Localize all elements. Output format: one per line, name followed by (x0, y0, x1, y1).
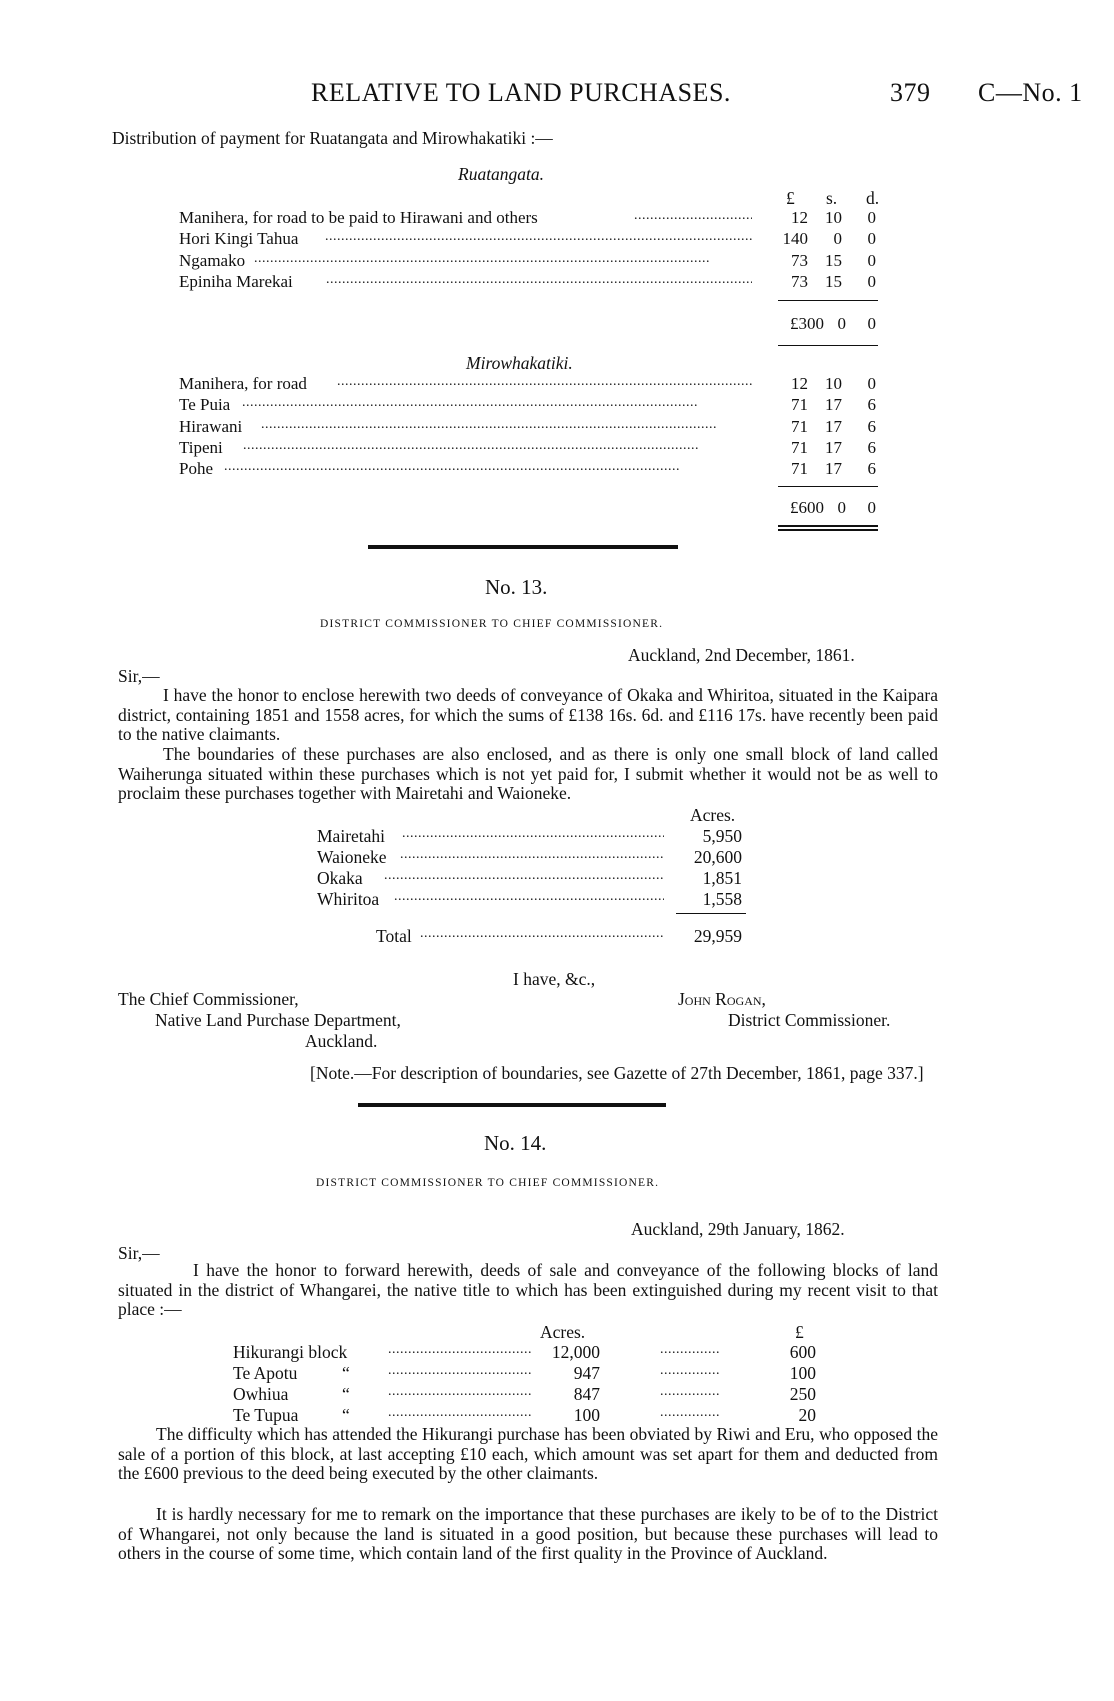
payee-name: Manihera, for road (179, 374, 307, 393)
leader-dots (394, 887, 664, 905)
amount-pounds: 71 (791, 395, 808, 414)
block-name: Te Tupua (233, 1405, 299, 1425)
letter-14-subtitle: DISTRICT COMMISSIONER TO CHIEF COMMISSIONER. (316, 1177, 660, 1189)
block-acres: 12,000 (551, 1342, 600, 1362)
amount-pounds: 73 (791, 272, 808, 291)
addressee-line-1: The Chief Commissioner, (118, 989, 299, 1009)
leader-dots (326, 270, 752, 288)
signer-name: John Rogan, (678, 989, 766, 1009)
total-label: Total (376, 926, 412, 946)
letter-14-place-date: Auckland, 29th January, 1862. (631, 1219, 845, 1239)
block-pounds: 20 (798, 1405, 816, 1425)
distribution-intro: Distribution of payment for Ruatangata and Mirowhakatiki :— (112, 128, 553, 148)
letter-13-salutation: Sir,— (118, 666, 160, 686)
ruatangata-total-pounds: £300 (790, 314, 824, 333)
leader-dots (634, 206, 752, 224)
amount-shillings: 17 (825, 417, 842, 436)
amount-pounds: 12 (791, 208, 808, 227)
addressee-line-2: Native Land Purchase Department, (155, 1010, 401, 1030)
leader-dots (420, 924, 664, 942)
double-rule-top (778, 525, 878, 527)
letter-14-salutation: Sir,— (118, 1243, 160, 1263)
letter-14-paragraph-1: I have the honor to forward herewith, deeds of sale and conveyance of the following blocks of land situated in the district of Whangarei, the native title to which has been extinguished during my recent visit to that place :— (118, 1260, 938, 1319)
amount-pounds: 140 (782, 229, 808, 248)
leader-dots (254, 249, 752, 267)
ruatangata-heading: Ruatangata. (458, 164, 545, 184)
amount-pence: 0 (867, 272, 876, 291)
boundary-note: [Note.—For description of boundaries, see Gazette of 27th December, 1861, page 337.] (310, 1063, 924, 1083)
leader-dots (402, 824, 664, 842)
amount-pounds: 71 (791, 417, 808, 436)
letter-14-paragraph-2: The difficulty which has attended the Hikurangi purchase has been obviated by Riwi and Eru, who opposed the sale of a portion of this block, at last accepting £10 each, which amount was set apart for them and deducted from the £600 previous to the deed being executed by the other claimants. (118, 1424, 938, 1483)
block-acres: 20,600 (693, 847, 742, 867)
amount-pence: 6 (867, 395, 876, 414)
amount-pounds: 12 (791, 374, 808, 393)
amount-pence: 0 (867, 208, 876, 227)
ditto-mark: “ (342, 1405, 350, 1425)
amount-pence: 0 (867, 374, 876, 393)
block-pounds: 600 (789, 1342, 816, 1362)
page-number: 379 (890, 78, 931, 107)
total-rule (778, 345, 878, 346)
payee-name: Pohe (179, 459, 213, 478)
letter-13-closing: I have, &c., (513, 969, 596, 989)
leader-dots (384, 866, 664, 884)
leader-dots (325, 227, 752, 245)
block-name: Waioneke (317, 847, 387, 867)
payee-name: Hirawani (179, 417, 243, 436)
amount-pence: 6 (867, 459, 876, 478)
amount-pence: 6 (867, 417, 876, 436)
col-pounds-header: £ (786, 188, 795, 208)
letter-13-subtitle: DISTRICT COMMISSIONER TO CHIEF COMMISSIONER. (320, 618, 664, 630)
mirowhakatiki-total-pence: 0 (867, 498, 876, 517)
section-divider (368, 545, 678, 549)
col-shillings-header: s. (826, 188, 838, 208)
letter-13-paragraph-2: The boundaries of these purchases are also enclosed, and as there is only one small block of land called Waiherunga situated within these purchases which is not yet paid for, I submit whether it would not be as well to proclaim these purchases together with Mairetahi and Waioneke. (118, 744, 938, 803)
leader-dots (388, 1361, 532, 1379)
block-name: Hikurangi block (233, 1342, 348, 1362)
amount-pounds: 71 (791, 438, 808, 457)
ruatangata-total-shillings: 0 (837, 314, 846, 333)
payee-name: Epiniha Marekai (179, 272, 293, 291)
leader-dots (388, 1403, 532, 1421)
leader-dots (261, 415, 752, 433)
amount-shillings: 17 (825, 459, 842, 478)
payee-name: Te Puia (179, 395, 231, 414)
payee-name: Ngamako (179, 251, 246, 270)
block-name: Owhiua (233, 1384, 289, 1404)
section-divider (358, 1103, 666, 1107)
amount-shillings: 10 (825, 208, 842, 227)
amount-pounds: 71 (791, 459, 808, 478)
amount-pence: 0 (867, 229, 876, 248)
letter-14-number: No. 14. (484, 1131, 547, 1155)
ditto-mark: “ (342, 1384, 350, 1404)
block-acres: 947 (573, 1363, 600, 1383)
double-rule-bottom (778, 529, 878, 531)
block-acres: 100 (573, 1405, 600, 1425)
col-pence-header: d. (866, 188, 880, 208)
ruatangata-total-pence: 0 (867, 314, 876, 333)
letter-13-number: No. 13. (485, 575, 548, 599)
leader-dots (388, 1340, 532, 1358)
leader-dots (660, 1361, 720, 1379)
running-title: RELATIVE TO LAND PURCHASES. (311, 78, 731, 107)
payee-name: Tipeni (179, 438, 223, 457)
amount-pounds: 73 (791, 251, 808, 270)
block-pounds: 250 (789, 1384, 816, 1404)
amount-pence: 6 (867, 438, 876, 457)
letter-14-paragraph-3: It is hardly necessary for me to remark on the importance that these purchases are ikely to be of to the District of Whangarei, not only because the land is situated in a good position, but because these purchases will lead to others in the course of some time, which contain land of the first quality in the Province of Auckland. (118, 1504, 938, 1563)
payee-name: Manihera, for road to be paid to Hirawani and others (179, 208, 538, 227)
amount-pence: 0 (867, 251, 876, 270)
block-acres: 5,950 (702, 826, 742, 846)
subtotal-rule (778, 486, 878, 487)
acres-header: Acres. (690, 805, 736, 825)
amount-shillings: 17 (825, 395, 842, 414)
leader-dots (243, 436, 752, 454)
amount-shillings: 17 (825, 438, 842, 457)
addressee-line-3: Auckland. (305, 1031, 378, 1051)
acres-column-header: Acres. (540, 1322, 586, 1342)
leader-dots (660, 1403, 720, 1421)
letter-13-paragraph-1: I have the honor to enclose herewith two deeds of conveyance of Okaka and Whiritoa, situated in the Kaipara district, containing 1851 and 1558 acres, for which the sums of £138 16s. 6d. and £116 17s. have recently been paid to the native claimants. (118, 685, 938, 744)
leader-dots (660, 1382, 720, 1400)
mirowhakatiki-total-pounds: £600 (790, 498, 824, 517)
leader-dots (400, 845, 664, 863)
leader-dots (242, 393, 752, 411)
block-name: Okaka (317, 868, 363, 888)
amount-shillings: 0 (833, 229, 842, 248)
block-acres: 1,558 (702, 889, 742, 909)
ditto-mark: “ (342, 1363, 350, 1383)
pounds-column-header: £ (795, 1322, 804, 1342)
total-acres: 29,959 (693, 926, 742, 946)
block-pounds: 100 (789, 1363, 816, 1383)
payee-name: Hori Kingi Tahua (179, 229, 299, 248)
leader-dots (337, 372, 752, 390)
signer-title: District Commissioner. (728, 1010, 891, 1030)
leader-dots (224, 457, 752, 475)
letter-13-place-date: Auckland, 2nd December, 1861. (628, 645, 855, 665)
block-acres: 847 (573, 1384, 600, 1404)
block-name: Whiritoa (317, 889, 380, 909)
amount-shillings: 10 (825, 374, 842, 393)
amount-shillings: 15 (825, 251, 842, 270)
subtotal-rule (778, 300, 878, 301)
amount-shillings: 15 (825, 272, 842, 291)
mirowhakatiki-heading: Mirowhakatiki. (466, 353, 573, 373)
series-label: C—No. 1 (978, 78, 1083, 107)
mirowhakatiki-total-shillings: 0 (837, 498, 846, 517)
leader-dots (660, 1340, 720, 1358)
block-name: Mairetahi (317, 826, 386, 846)
block-acres: 1,851 (702, 868, 742, 888)
block-name: Te Apotu (233, 1363, 298, 1383)
total-rule (676, 913, 746, 914)
leader-dots (388, 1382, 532, 1400)
